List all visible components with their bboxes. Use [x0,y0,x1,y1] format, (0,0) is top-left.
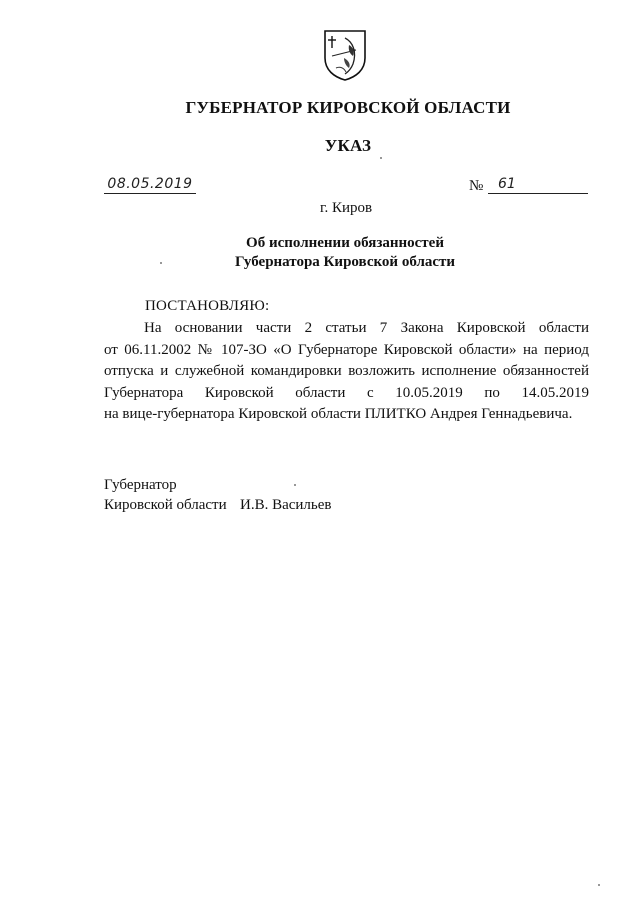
subject-line-1: Об исполнении обязанностей [246,235,444,251]
number-label: № [469,178,484,194]
signatory-title-line-2: Кировской области [104,497,227,513]
signatory-name: И.В. Васильев [240,497,332,513]
scan-speck [294,484,296,486]
body-line: от 06.11.2002 № 107-ЗО «О Губернаторе Кировской области» на период [104,341,589,358]
body-line: на вице-губернатора Кировской области ПЛИТКО Андрея Геннадьевича. [104,406,573,422]
body-line: Губернатора Кировской области с 10.05.2019 по 14.05.2019 [104,384,589,401]
handwritten-date: 08.05.2019 [104,176,196,194]
scan-speck [160,262,162,264]
kirov-coat-of-arms-icon [322,28,368,82]
scan-speck [598,884,600,886]
city-line: г. Киров [320,200,373,216]
body-line: отпуска и служебной командировки возложить исполнение обязанностей [104,363,589,379]
scan-speck [380,157,382,159]
organization-title: ГУБЕРНАТОР КИРОВСКОЙ ОБЛАСТИ [185,98,511,117]
body-line: На основании части 2 статьи 7 Закона Кировской области [144,320,589,336]
document-type: УКАЗ [324,136,372,155]
decree-word: ПОСТАНОВЛЯЮ: [145,298,270,314]
signatory-title-line-1: Губернатор [104,477,177,493]
handwritten-number: 61 [488,176,588,194]
subject-line-2: Губернатора Кировской области [234,254,456,270]
decree-body [104,318,589,426]
